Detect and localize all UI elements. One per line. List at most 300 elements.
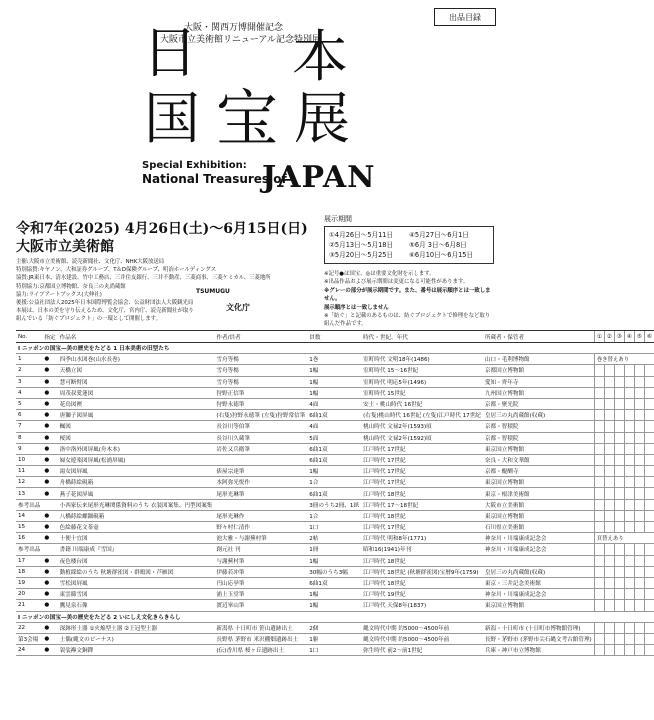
period-check-cell (644, 577, 654, 588)
cell-no: 3 (16, 376, 42, 387)
cell-title: 雪松図屏風 (58, 577, 215, 588)
display-period-box (324, 214, 494, 329)
header-owner: 所蔵者・保管者 (483, 331, 594, 343)
cell-title: 八橋蒔絵螺鈿硯箱 (58, 510, 215, 521)
cell-no: 7 (16, 421, 42, 432)
period-check-cell (604, 522, 614, 533)
cell-count: 1幅 (307, 600, 361, 611)
cell-title: 桜図 (58, 432, 215, 443)
period-item: ⑤6月 3日～6月8日 (409, 241, 467, 249)
period-item: ③5月20日～5月25日 (329, 251, 394, 259)
cell-title: 天橋立図 (58, 365, 215, 376)
cell-artist: 俵屋宗達筆 (214, 466, 307, 477)
cell-no: 5 (16, 398, 42, 409)
cell-owner: 東京・三井記念美術館 (483, 577, 594, 588)
cell-owner: 新潟・十日町市 (十日町市博物館管理) (483, 622, 594, 633)
cell-title: 色絵藤花文茶壺 (58, 522, 215, 533)
cell-designation: ● (42, 454, 57, 465)
period-check-cell (644, 645, 654, 656)
venue-name: 大阪市立美術館 (16, 239, 114, 255)
period-check-cell (604, 566, 614, 577)
cell-title: 楓図 (58, 421, 215, 432)
period-check-cell (604, 555, 614, 566)
period-check-cell (594, 633, 604, 644)
cell-no: 10 (16, 454, 42, 465)
cell-owner: 東京・根津美術館 (483, 488, 594, 499)
cell-no: 6 (16, 410, 42, 421)
table-row (16, 354, 654, 365)
period-title: 展示期間 (324, 215, 352, 223)
period-check-cell (594, 589, 604, 600)
period-check-cell (634, 387, 644, 398)
cell-owner: 神奈川・川端康成記念会 (483, 533, 594, 544)
period-check-cell (604, 477, 614, 488)
period-check-cell (644, 432, 654, 443)
period-check-cell (634, 488, 644, 499)
table-row (16, 398, 654, 409)
info-line: 本展は、日本の美を守り伝えるため、文化庁、宮内庁、読売新聞社が取り組んでいる「紡ぐプロジェクト」の一環として開催します。 (16, 308, 194, 323)
period-check-cell (614, 398, 624, 409)
cell-artist: 岩佐又兵衛筆 (214, 443, 307, 454)
period-check-cell (634, 589, 644, 600)
cell-period: 江戸時代 18世紀 (秋塘群雀図)宝暦9年(1759) (361, 566, 483, 577)
period-check-cell (614, 410, 624, 421)
cell-artist: 長谷川等伯筆 (214, 421, 307, 432)
period-check-cell (634, 365, 644, 376)
cell-title: 深鉢形土器 ①火焔型土器 ②王冠型土器 (58, 622, 215, 633)
cell-owner: 京都・聚光院 (483, 398, 594, 409)
period-check-cell (634, 454, 644, 465)
cell-designation: ● (42, 398, 57, 409)
cell-count: 1幅 (307, 376, 361, 387)
period-check-cell (594, 410, 604, 421)
period-check-cell (604, 432, 614, 443)
period-check-cell (614, 376, 624, 387)
period-check-cell (634, 421, 644, 432)
note-line: ※出品作品および展示期間は変更になる可能性があります。 (324, 279, 469, 286)
cell-owner: 東京国立博物館 (483, 477, 594, 488)
cell-artist: 狩野永徳筆 (214, 398, 307, 409)
period-check-cell (614, 387, 624, 398)
period-check-cell (604, 510, 614, 521)
cell-period: 縄文時代中期 約5000〜4500年前 (361, 622, 483, 633)
cell-owner: 京都・智積院 (483, 421, 594, 432)
period-check-cell (624, 522, 634, 533)
period-check-cell (594, 454, 604, 465)
period-check-cell (634, 566, 644, 577)
cell-no: 12 (16, 477, 42, 488)
period-check-cell (644, 365, 654, 376)
period-check-cell (644, 488, 654, 499)
exhibition-dates: 令和7年(2025) 4月26日(土)～6月15日(日) (16, 221, 308, 237)
title-char-hou: 宝 (216, 82, 279, 155)
cell-owner: 京都・智積院 (483, 432, 594, 443)
cell-title: 小西家伝来尾形光琳関係資料のうち 衣装図案集、円型図案集 (58, 499, 215, 510)
cell-no: 21 (16, 600, 42, 611)
period-check-cell (594, 387, 604, 398)
title-char-koku: 国 (144, 87, 200, 152)
table-row (16, 533, 654, 544)
title-char-ten: 展 (294, 87, 350, 152)
header-count: 員数 (307, 331, 361, 343)
period-check-cell (634, 633, 644, 644)
period-check-cell (634, 555, 644, 566)
table-row (16, 376, 654, 387)
period-check-cell (614, 622, 624, 633)
cell-artist: 尾形光琳作 (214, 510, 307, 521)
cell-count: 1幅 (307, 589, 361, 600)
period-check-cell (624, 432, 634, 443)
cell-period: 江戸時代 明和8年(1771) (361, 533, 483, 544)
cell-artist: 尾形光琳筆 (214, 488, 307, 499)
period-check-cell (634, 499, 644, 510)
table-row (16, 499, 654, 510)
cell-artist: 野々村仁清作 (214, 522, 307, 533)
cell-artist: 創元社 刊 (214, 544, 307, 555)
cell-designation: ● (42, 577, 57, 588)
cell-artist: 円山応挙筆 (214, 577, 307, 588)
cell-period: 桃山時代 文禄2年(1593)頃 (361, 421, 483, 432)
period-check-cell (624, 443, 634, 454)
table-row (16, 589, 654, 600)
table-row (16, 566, 654, 577)
cell-period: 室町時代 15〜16世紀 (361, 365, 483, 376)
period-check-cell (624, 488, 634, 499)
period-check-cell (604, 589, 614, 600)
cell-artist: 雪舟等楊 (214, 376, 307, 387)
table-row (16, 443, 654, 454)
info-line: 後援:公益社団法人2025年日本国際博覧会協会、公益財団法人大阪観光局 (16, 300, 194, 307)
cell-designation (42, 499, 57, 510)
table-row (16, 645, 654, 656)
cell-title: 東雲篩雪図 (58, 589, 215, 600)
period-check-cell (594, 432, 604, 443)
period-check-cell (594, 566, 604, 577)
cell-title: 夜色楼台図 (58, 555, 215, 566)
period-check-cell (594, 600, 604, 611)
header-artist: 作者/員者 (214, 331, 307, 343)
period-check-cell (594, 443, 604, 454)
period-check-cell (604, 600, 614, 611)
cell-owner: 神奈川・川端康成記念会 (483, 589, 594, 600)
period-check-cell (634, 522, 644, 533)
table-row (16, 466, 654, 477)
header-period-2: ② (604, 331, 614, 343)
period-check-cell (604, 376, 614, 387)
period-check-cell (604, 365, 614, 376)
header-period-6: ⑥ (644, 331, 654, 343)
cell-title: 唐獅子図屏風 (58, 410, 215, 421)
cell-count: 1口 (307, 645, 361, 656)
cell-no: 9 (16, 443, 42, 454)
cell-title: 舟橋蒔絵硯箱 (58, 477, 215, 488)
period-check-cell (614, 589, 624, 600)
header-period-3: ③ (614, 331, 624, 343)
table-row (16, 622, 654, 633)
section-row (16, 611, 654, 622)
cell-owner: 長野・茅野市 (茅野市尖石縄文考古館管理) (483, 633, 594, 644)
period-check-cell (604, 488, 614, 499)
cell-count: 1幅 (307, 387, 361, 398)
section-row (16, 343, 654, 354)
info-line: 協力:ライブアートブックス(大伸社) (16, 291, 102, 298)
cell-designation: ● (42, 633, 57, 644)
cell-title: 周茂叔愛蓮図 (58, 387, 215, 398)
info-line: 主催:大阪市立美術館、読売新聞社、文化庁、NHK大阪放送局 (16, 259, 165, 265)
period-item: ②5月13日～5月18日 (329, 241, 394, 249)
period-check-cell (634, 432, 644, 443)
cell-count: 6曲1双 (307, 454, 361, 465)
period-check-cell (634, 510, 644, 521)
period-check-cell (634, 466, 644, 477)
period-check-cell (594, 421, 604, 432)
period-check-cell (634, 376, 644, 387)
cell-no: 4 (16, 387, 42, 398)
note-line: ※記号●は国宝、◎は重要文化財を示します。 (324, 271, 435, 277)
table-row (16, 544, 654, 555)
special-exhibition-label: Special Exhibition: (142, 160, 247, 171)
cell-title: 鷹見泉石像 (58, 600, 215, 611)
period-check-cell (614, 577, 624, 588)
cell-count: 1口 (307, 522, 361, 533)
period-check-cell (594, 622, 604, 633)
period-check-cell (614, 633, 624, 644)
cell-artist: 渡辺崋山筆 (214, 600, 307, 611)
table-row (16, 555, 654, 566)
header-period-5: ⑤ (634, 331, 644, 343)
cell-artist: 伊藤若冲筆 (214, 566, 307, 577)
cell-period: 室町時代 15世紀 (361, 387, 483, 398)
catalog-notes (324, 270, 494, 329)
table-row (16, 421, 654, 432)
period-check-cell (604, 421, 614, 432)
period-check-cell (644, 589, 654, 600)
cell-designation: ● (42, 365, 57, 376)
cell-designation: ● (42, 387, 57, 398)
bunkacho-logo: 文化庁 (226, 302, 250, 312)
cell-count: 6曲1双 (307, 488, 361, 499)
cell-designation: ● (42, 522, 57, 533)
period-check-cell (624, 466, 634, 477)
table-row (16, 477, 654, 488)
cell-title: 土偶(縄文のビーナス) (58, 633, 215, 644)
cell-artist: (右隻)狩野永徳筆 (左隻)狩野常信筆 (214, 410, 307, 421)
table-row (16, 510, 654, 521)
period-check-cell (614, 645, 624, 656)
cell-note: 巻き替えあり (594, 354, 654, 365)
table-row (16, 522, 654, 533)
period-check-cell (604, 466, 614, 477)
period-check-cell (604, 410, 614, 421)
table-header-row (16, 331, 654, 343)
period-check-cell (604, 633, 614, 644)
cell-count: 30幅のうち3幅 (307, 566, 361, 577)
period-check-cell (644, 555, 654, 566)
period-check-cell (634, 645, 644, 656)
cell-title: 袈裟襷文銅鐸 (58, 645, 215, 656)
cell-owner: 京都・醍醐寺 (483, 466, 594, 477)
cell-title: 動植綵絵のうち 秋塘群雀図・群鶏図・芦雁図 (58, 566, 215, 577)
note-line: 展示順序とは一致しません (324, 304, 389, 311)
cell-title: 湯女図屏風 (58, 466, 215, 477)
cell-artist: 長谷川久蔵筆 (214, 432, 307, 443)
catalog-table (16, 330, 654, 656)
cell-period: 室町時代 明応5年(1496) (361, 376, 483, 387)
period-check-cell (614, 600, 624, 611)
cell-period: 江戸時代 18世紀 (361, 555, 483, 566)
table-row (16, 432, 654, 443)
cell-owner: 石川県立美術館 (483, 522, 594, 533)
period-check-cell (604, 499, 614, 510)
cell-no: 13 (16, 488, 42, 499)
cell-artist: 雪舟等楊 (214, 354, 307, 365)
cell-designation: ● (42, 555, 57, 566)
cell-no: 第3会場 (16, 633, 42, 644)
cell-owner: 東京国立博物館 (483, 443, 594, 454)
period-check-cell (614, 510, 624, 521)
period-check-cell (604, 387, 614, 398)
period-check-cell (604, 577, 614, 588)
period-check-cell (644, 387, 654, 398)
cell-owner: 東京国立博物館 (483, 510, 594, 521)
cell-artist: 与謝蕪村筆 (214, 555, 307, 566)
cell-owner: 九州国立博物館 (483, 387, 594, 398)
period-check-cell (624, 376, 634, 387)
period-check-cell (624, 566, 634, 577)
period-check-cell (614, 365, 624, 376)
cell-period: 江戸時代 17世紀 (361, 454, 483, 465)
cell-artist: 雪舟等楊 (214, 365, 307, 376)
cell-title: 花鳥図襖 (58, 398, 215, 409)
cell-period: (右隻)桃山時代 16世紀 (左隻)江戸時代 17世紀 (361, 410, 483, 421)
cell-designation: ● (42, 622, 57, 633)
cell-count: 3冊のうち2冊、1紙 (307, 499, 361, 510)
cell-note: 頁替えあり (594, 533, 654, 544)
period-check-cell (604, 398, 614, 409)
period-check-cell (624, 589, 634, 600)
cell-designation: ● (42, 432, 57, 443)
period-check-cell (624, 454, 634, 465)
cell-period: 室町時代 文明18年(1486) (361, 354, 483, 365)
cell-owner: 奈良・大和文華館 (483, 454, 594, 465)
period-check-cell (604, 645, 614, 656)
cell-designation: ● (42, 533, 57, 544)
cell-designation: ● (42, 589, 57, 600)
cell-period: 江戸時代 17〜18世紀 (361, 499, 483, 510)
cell-designation: ● (42, 466, 57, 477)
section-title: Ⅰ ニッポンの国宝—美の歴史をたどる 1 日本美術の旧型たち (16, 343, 654, 354)
cell-no: 15 (16, 522, 42, 533)
period-check-cell (644, 622, 654, 633)
period-check-cell (594, 365, 604, 376)
period-check-cell (614, 499, 624, 510)
period-check-cell (614, 477, 624, 488)
cell-no: 2 (16, 365, 42, 376)
cell-designation (42, 544, 57, 555)
period-check-cell (594, 398, 604, 409)
period-check-cell (594, 488, 604, 499)
cell-artist: 長野県 茅野市 米沢棚畑遺跡出土 (214, 633, 307, 644)
cell-period: 江戸時代 天保8年(1837) (361, 600, 483, 611)
cell-owner: 京都国立博物館 (483, 365, 594, 376)
period-check-cell (624, 600, 634, 611)
cell-count: 1巻 (307, 354, 361, 365)
period-check-cell (594, 544, 604, 555)
cell-designation: ● (42, 510, 57, 521)
cell-no: 1 (16, 354, 42, 365)
cell-owner (483, 555, 594, 566)
cell-owner: 神奈川・川端康成記念会 (483, 544, 594, 555)
period-check-cell (624, 622, 634, 633)
period-check-cell (594, 555, 604, 566)
header-no: No. (16, 331, 42, 343)
period-check-cell (624, 633, 634, 644)
header-designation: 指定 (42, 331, 57, 343)
period-check-cell (634, 398, 644, 409)
cell-period: 昭和16(1941)年刊 (361, 544, 483, 555)
cell-title: 婦女遊楽図屏風(松浦屏風) (58, 454, 215, 465)
period-check-cell (644, 544, 654, 555)
cell-count: 6曲1双 (307, 443, 361, 454)
cell-count: 6曲1双 (307, 410, 361, 421)
period-check-cell (624, 555, 634, 566)
period-check-cell (614, 454, 624, 465)
period-check-cell (614, 522, 624, 533)
cell-title: 四季山水図巻(山水長巻) (58, 354, 215, 365)
cell-title: 洛中洛外図屏風(舟木本) (58, 443, 215, 454)
cell-artist: 池大雅・与謝蕪村筆 (214, 533, 307, 544)
cell-period: 江戸時代 17世紀 (361, 466, 483, 477)
period-check-cell (624, 645, 634, 656)
cell-no: 参考出品 (16, 544, 42, 555)
table-row (16, 365, 654, 376)
period-check-cell (624, 398, 634, 409)
period-check-cell (614, 421, 624, 432)
period-item: ⑥6月10日～6月15日 (409, 251, 474, 259)
cell-owner: 山口・毛利博物館 (483, 354, 594, 365)
period-check-cell (634, 622, 644, 633)
period-check-cell (594, 645, 604, 656)
cell-period: 縄文時代中期 約5000〜4500年前 (361, 633, 483, 644)
cell-owner: 皇居三の丸尚蔵館(収蔵) (483, 566, 594, 577)
period-check-cell (644, 477, 654, 488)
period-check-cell (614, 544, 624, 555)
cell-designation: ● (42, 645, 57, 656)
period-check-cell (644, 398, 654, 409)
cell-period: 江戸時代 17世紀 (361, 522, 483, 533)
period-check-cell (594, 477, 604, 488)
cell-title: 十便十宜図 (58, 533, 215, 544)
cell-no: 20 (16, 589, 42, 600)
cell-title: 慧可断臂図 (58, 376, 215, 387)
table-row (16, 488, 654, 499)
cell-count: 4面 (307, 398, 361, 409)
cell-count: 2個 (307, 622, 361, 633)
period-check-cell (624, 510, 634, 521)
info-line: 特別協力:京都国立博物館、奈良三の丸尚蔵館 (16, 283, 126, 290)
period-check-cell (644, 499, 654, 510)
cell-artist: 本阿弥光悦作 (214, 477, 307, 488)
cell-designation: ● (42, 410, 57, 421)
cell-designation: ● (42, 376, 57, 387)
cell-artist (214, 454, 307, 465)
period-check-cell (634, 410, 644, 421)
period-check-cell (634, 600, 644, 611)
cell-artist: 狩野正信筆 (214, 387, 307, 398)
period-item: ①4月26日～5月11日 (329, 231, 394, 239)
cell-period: 江戸時代 17世紀 (361, 477, 483, 488)
cell-designation: ● (42, 488, 57, 499)
